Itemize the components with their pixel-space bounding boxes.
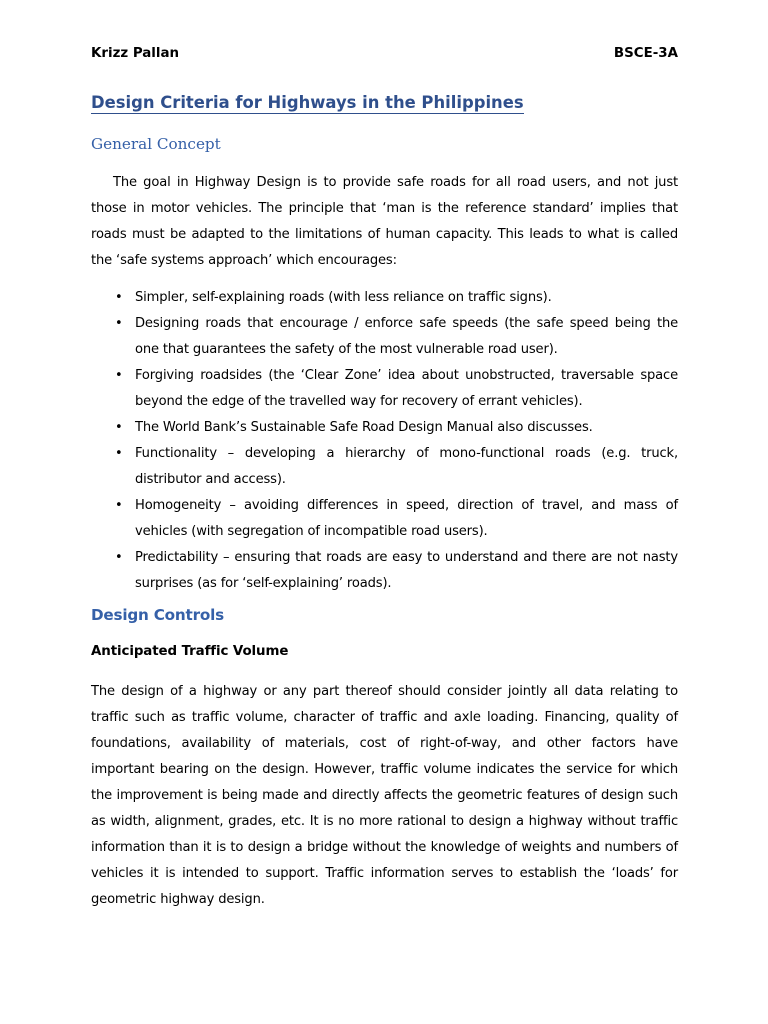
list-item-text: Forgiving roadsides (the ‘Clear Zone’ idea about unobstructed, traversable space beyond the edge of the travelled way for recovery of errant vehicles). xyxy=(135,368,678,409)
list-item xyxy=(91,311,678,363)
list-item-text: The World Bank’s Sustainable Safe Road Design Manual also discusses. xyxy=(135,420,593,435)
document-title: Design Criteria for Highways in the Philippines xyxy=(91,93,524,112)
list-item xyxy=(91,363,678,415)
bullet-icon: • xyxy=(115,498,123,513)
design-controls-heading: Design Controls xyxy=(91,606,224,624)
list-item xyxy=(91,415,678,441)
bullet-icon: • xyxy=(115,290,123,305)
list-item xyxy=(91,441,678,493)
author-name: Krizz Pallan xyxy=(91,46,180,61)
list-item xyxy=(91,493,678,545)
list-item xyxy=(91,285,678,311)
list-item xyxy=(91,545,678,597)
page-header xyxy=(91,46,678,66)
bullet-icon: • xyxy=(115,446,123,461)
bullet-icon: • xyxy=(115,368,123,383)
general-concept-heading: General Concept xyxy=(91,135,221,153)
list-item-text: Predictability – ensuring that roads are easy to understand and there are not nasty surprises (as for ‘self-explaining’ roads). xyxy=(135,550,678,591)
traffic-volume-subheading: Anticipated Traffic Volume xyxy=(91,644,289,659)
list-item-text: Homogeneity – avoiding differences in speed, direction of travel, and mass of vehicles (with segregation of incompatible road users). xyxy=(135,498,678,539)
bullet-icon: • xyxy=(115,316,123,331)
course-code: BSCE-3A xyxy=(613,46,678,61)
bullet-icon: • xyxy=(115,550,123,565)
safe-systems-list xyxy=(91,285,678,597)
list-item-text: Designing roads that encourage / enforce safe speeds (the safe speed being the one that guarantees the safety of the most vulnerable road user). xyxy=(135,316,678,357)
intro-paragraph: The goal in Highway Design is to provide safe roads for all road users, and not just those in motor vehicles. The principle that ‘man is the reference standard’ implies that roads must be adapted to the limitations of human capacity. This leads to what is called the ‘safe systems approach’ which encourages: xyxy=(91,175,678,268)
list-item-text: Functionality – developing a hierarchy of mono-functional roads (e.g. truck, distributor and access). xyxy=(135,446,678,487)
bullet-icon: • xyxy=(115,420,123,435)
traffic-volume-paragraph: The design of a highway or any part thereof should consider jointly all data relating to traffic such as traffic volume, character of traffic and axle loading. Financing, quality of foundations, availability of materials, cost of right-of-way, and other factors have important bearing on the design. However, traffic volume indicates the service for which the improvement is being made and directly affects the geometric features of design such as width, alignment, grades, etc. It is no more rational to design a highway without traffic information than it is to design a bridge without the knowledge of weights and numbers of vehicles it is intended to support. Traffic information serves to establish the ‘loads’ for geometric highway design. xyxy=(91,684,678,907)
list-item-text: Simpler, self-explaining roads (with less reliance on traffic signs). xyxy=(135,290,552,305)
